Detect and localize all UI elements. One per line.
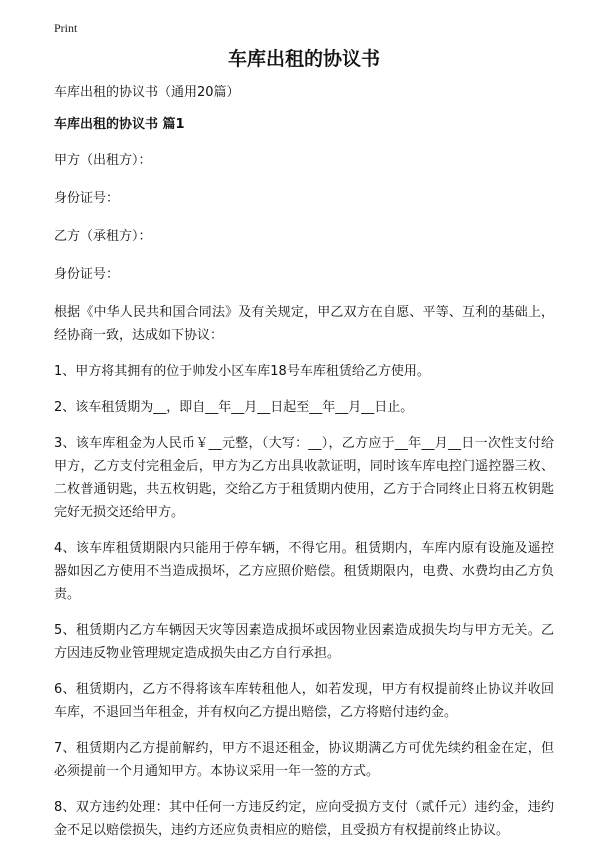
clause-2: 2、该车租赁期为__，即自__年__月__日起至__年__月__日止。 [54, 400, 414, 415]
document-subtitle: 车库出租的协议书（通用20篇） [54, 85, 240, 100]
preamble-paragraph: 根据《中华人民共和国合同法》及有关规定，甲乙双方在自愿、平等、互利的基础上，经协商一致，达成如下协议： [54, 305, 554, 343]
clause-6: 6、租赁期内，乙方不得将该车库转租他人，如若发现，甲方有权提前终止协议并收回车库，不退回当年租金，并有权向乙方提出赔偿，乙方将赔付违约金。 [54, 682, 554, 720]
clause-8: 8、双方违约处理：其中任何一方违反约定，应向受损方支付（贰仟元）违约金，违约金不足以赔偿损失，违约方还应负责相应的赔偿，且受损方有权提前终止协议。 [54, 800, 554, 838]
party-a-id-line: 身份证号： [54, 191, 120, 206]
document-title: 车库出租的协议书 [227, 48, 380, 70]
clause-7: 7、租赁期内乙方提前解约，甲方不退还租金，协议期满乙方可优先续约租金在定，但必须提前一个月通知甲方。本协议采用一年一签的方式。 [54, 741, 554, 779]
party-b-id-line: 身份证号： [54, 267, 120, 282]
clause-1: 1、甲方将其拥有的位于帅发小区车库18号车库租赁给乙方使用。 [54, 364, 430, 379]
clause-5: 5、租赁期内乙方车辆因天灾等因素造成损坏或因物业因素造成损失均与甲方无关。乙方因违反物业管理规定造成损失由乙方自行承担。 [54, 623, 554, 661]
section-heading: 车库出租的协议书 篇1 [54, 117, 185, 132]
party-a-line: 甲方（出租方）： [54, 153, 152, 168]
document-body [54, 46, 554, 855]
clause-3: 3、该车库租金为人民币￥__元整，（大写：__），乙方应于__年__月__日一次性支付给甲方，乙方支付完租金后，甲方为乙方出具收款证明，同时该车库电控门遥控器三枚、二枚普通钥匙，共五枚钥匙，交给乙方于租赁期内使用，乙方于合同终止日将五枚钥匙完好无损交还给甲方。 [54, 436, 554, 520]
clause-4: 4、该车库租赁期限内只能用于停车辆，不得它用。租赁期内，车库内原有设施及遥控器如因乙方使用不当造成损坏，乙方应照价赔偿。租赁期限内，电费、水费均由乙方负责。 [54, 541, 554, 602]
print-link[interactable]: Print [54, 21, 78, 35]
party-b-line: 乙方（承租方）： [54, 229, 152, 244]
